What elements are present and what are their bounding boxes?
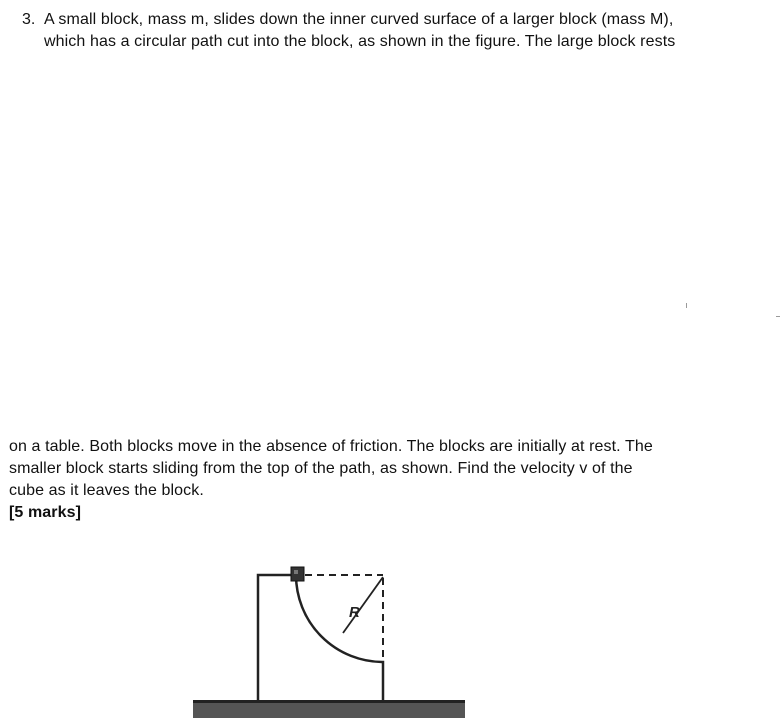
small-block-highlight xyxy=(294,570,298,574)
marks-label: [5 marks] xyxy=(9,504,82,521)
radius-label: R xyxy=(349,604,360,621)
question-text-line-2: which has a circular path cut into the block, as shown in the figure. The large block rests xyxy=(44,33,676,50)
question-text-line-1: A small block, mass m, slides down the inner curved surface of a larger block (mass M), xyxy=(44,11,674,28)
question-text-line-4: smaller block starts sliding from the top of the path, as shown. Find the velocity v of the xyxy=(9,460,633,477)
large-block xyxy=(258,575,383,700)
question-number: 3. xyxy=(22,11,36,28)
table-top-edge xyxy=(193,700,465,703)
question-text-line-5: cube as it leaves the block. xyxy=(9,482,204,499)
question-text-line-3: on a table. Both blocks move in the absence of friction. The blocks are initially at rest. The xyxy=(9,438,653,455)
